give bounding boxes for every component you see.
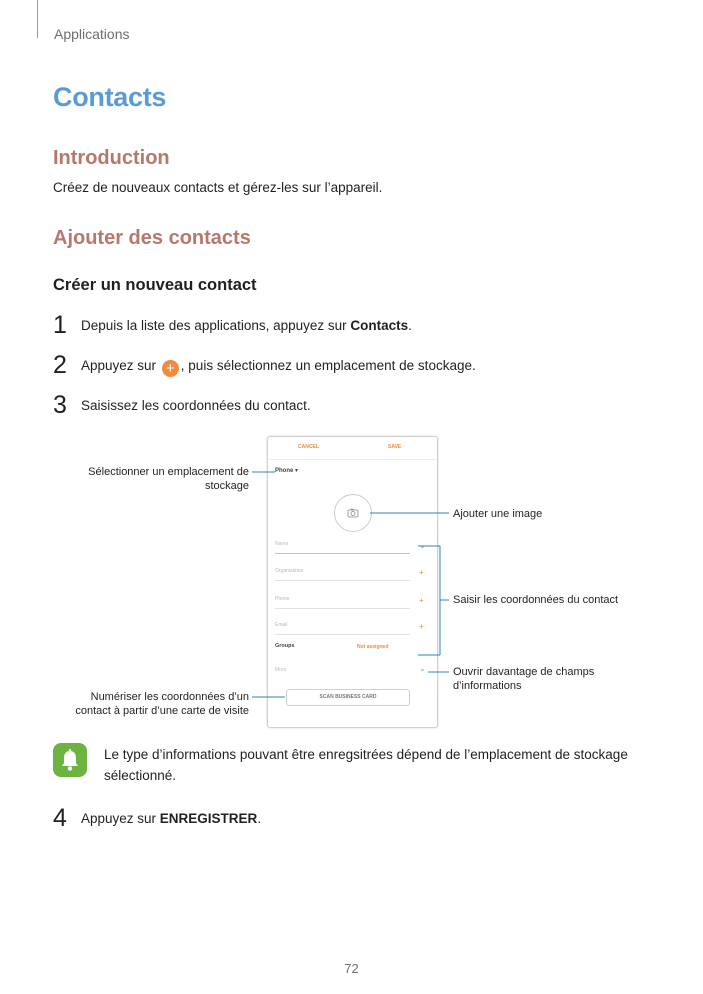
contacts-app-name: Contacts [350, 318, 409, 333]
page-title: Contacts [53, 82, 167, 112]
name-field: Name [275, 541, 410, 554]
create-contact-subheading: Créer un nouveau contact [53, 276, 257, 294]
callout-enter-details: Saisir les coordonnées du contact [453, 594, 619, 606]
callout-select-storage: Sélectionner un emplacement de stockage [88, 466, 249, 492]
introduction-heading: Introduction [53, 147, 170, 169]
plus-icon: + [419, 622, 424, 631]
chevron-down-icon: ⌄ [419, 541, 426, 550]
chevron-down-icon: ⌄ [419, 664, 426, 673]
step-text: Saisissez les coordonnées du contact. [81, 398, 311, 413]
step-number: 3 [53, 391, 67, 419]
storage-selector: Phone ▾ [275, 468, 299, 474]
more-fields-label: More [275, 667, 287, 673]
add-contacts-heading: Ajouter des contacts [53, 227, 251, 249]
page-number: 72 [344, 961, 359, 976]
scan-business-card-button: SCAN BUSINESS CARD [286, 689, 410, 706]
step-text: Appuyez sur + , puis sélectionnez un emplacement de stockage. [81, 358, 476, 377]
save-label: ENREGISTRER [159, 811, 258, 826]
callout-add-image: Ajouter une image [453, 508, 543, 520]
save-tab: SAVE [388, 444, 402, 450]
section-header: Applications [54, 26, 130, 42]
email-field: Email [275, 622, 410, 635]
callout-more-fields: Ouvrir davantage de champs d’informations [453, 666, 595, 692]
step-text: Depuis la liste des applications, appuyez sur Contacts. [81, 318, 412, 333]
plus-icon: + [419, 596, 424, 605]
step-number: 4 [53, 804, 67, 832]
plus-icon: + [419, 568, 424, 577]
groups-label: Groups [275, 643, 295, 649]
introduction-text: Créez de nouveaux contacts et gérez-les sur l’appareil. [53, 180, 383, 195]
organization-field: Organization [275, 568, 410, 581]
phone-field: Phone [275, 596, 410, 609]
note-text: Le type d’informations pouvant être enregsitrées dépend de l’emplacement de stockage sélectionné. [104, 747, 628, 783]
add-icon: + [162, 360, 179, 377]
callout-scan-card: Numériser les coordonnées d’un contact à partir d’une carte de visite [75, 691, 249, 717]
step-number: 1 [53, 311, 67, 339]
cancel-tab: CANCEL [298, 444, 319, 450]
groups-value: Not assigned [357, 644, 389, 650]
step-text: Appuyez sur ENREGISTRER. [81, 811, 262, 826]
bell-icon [53, 743, 87, 777]
step-number: 2 [53, 351, 67, 379]
